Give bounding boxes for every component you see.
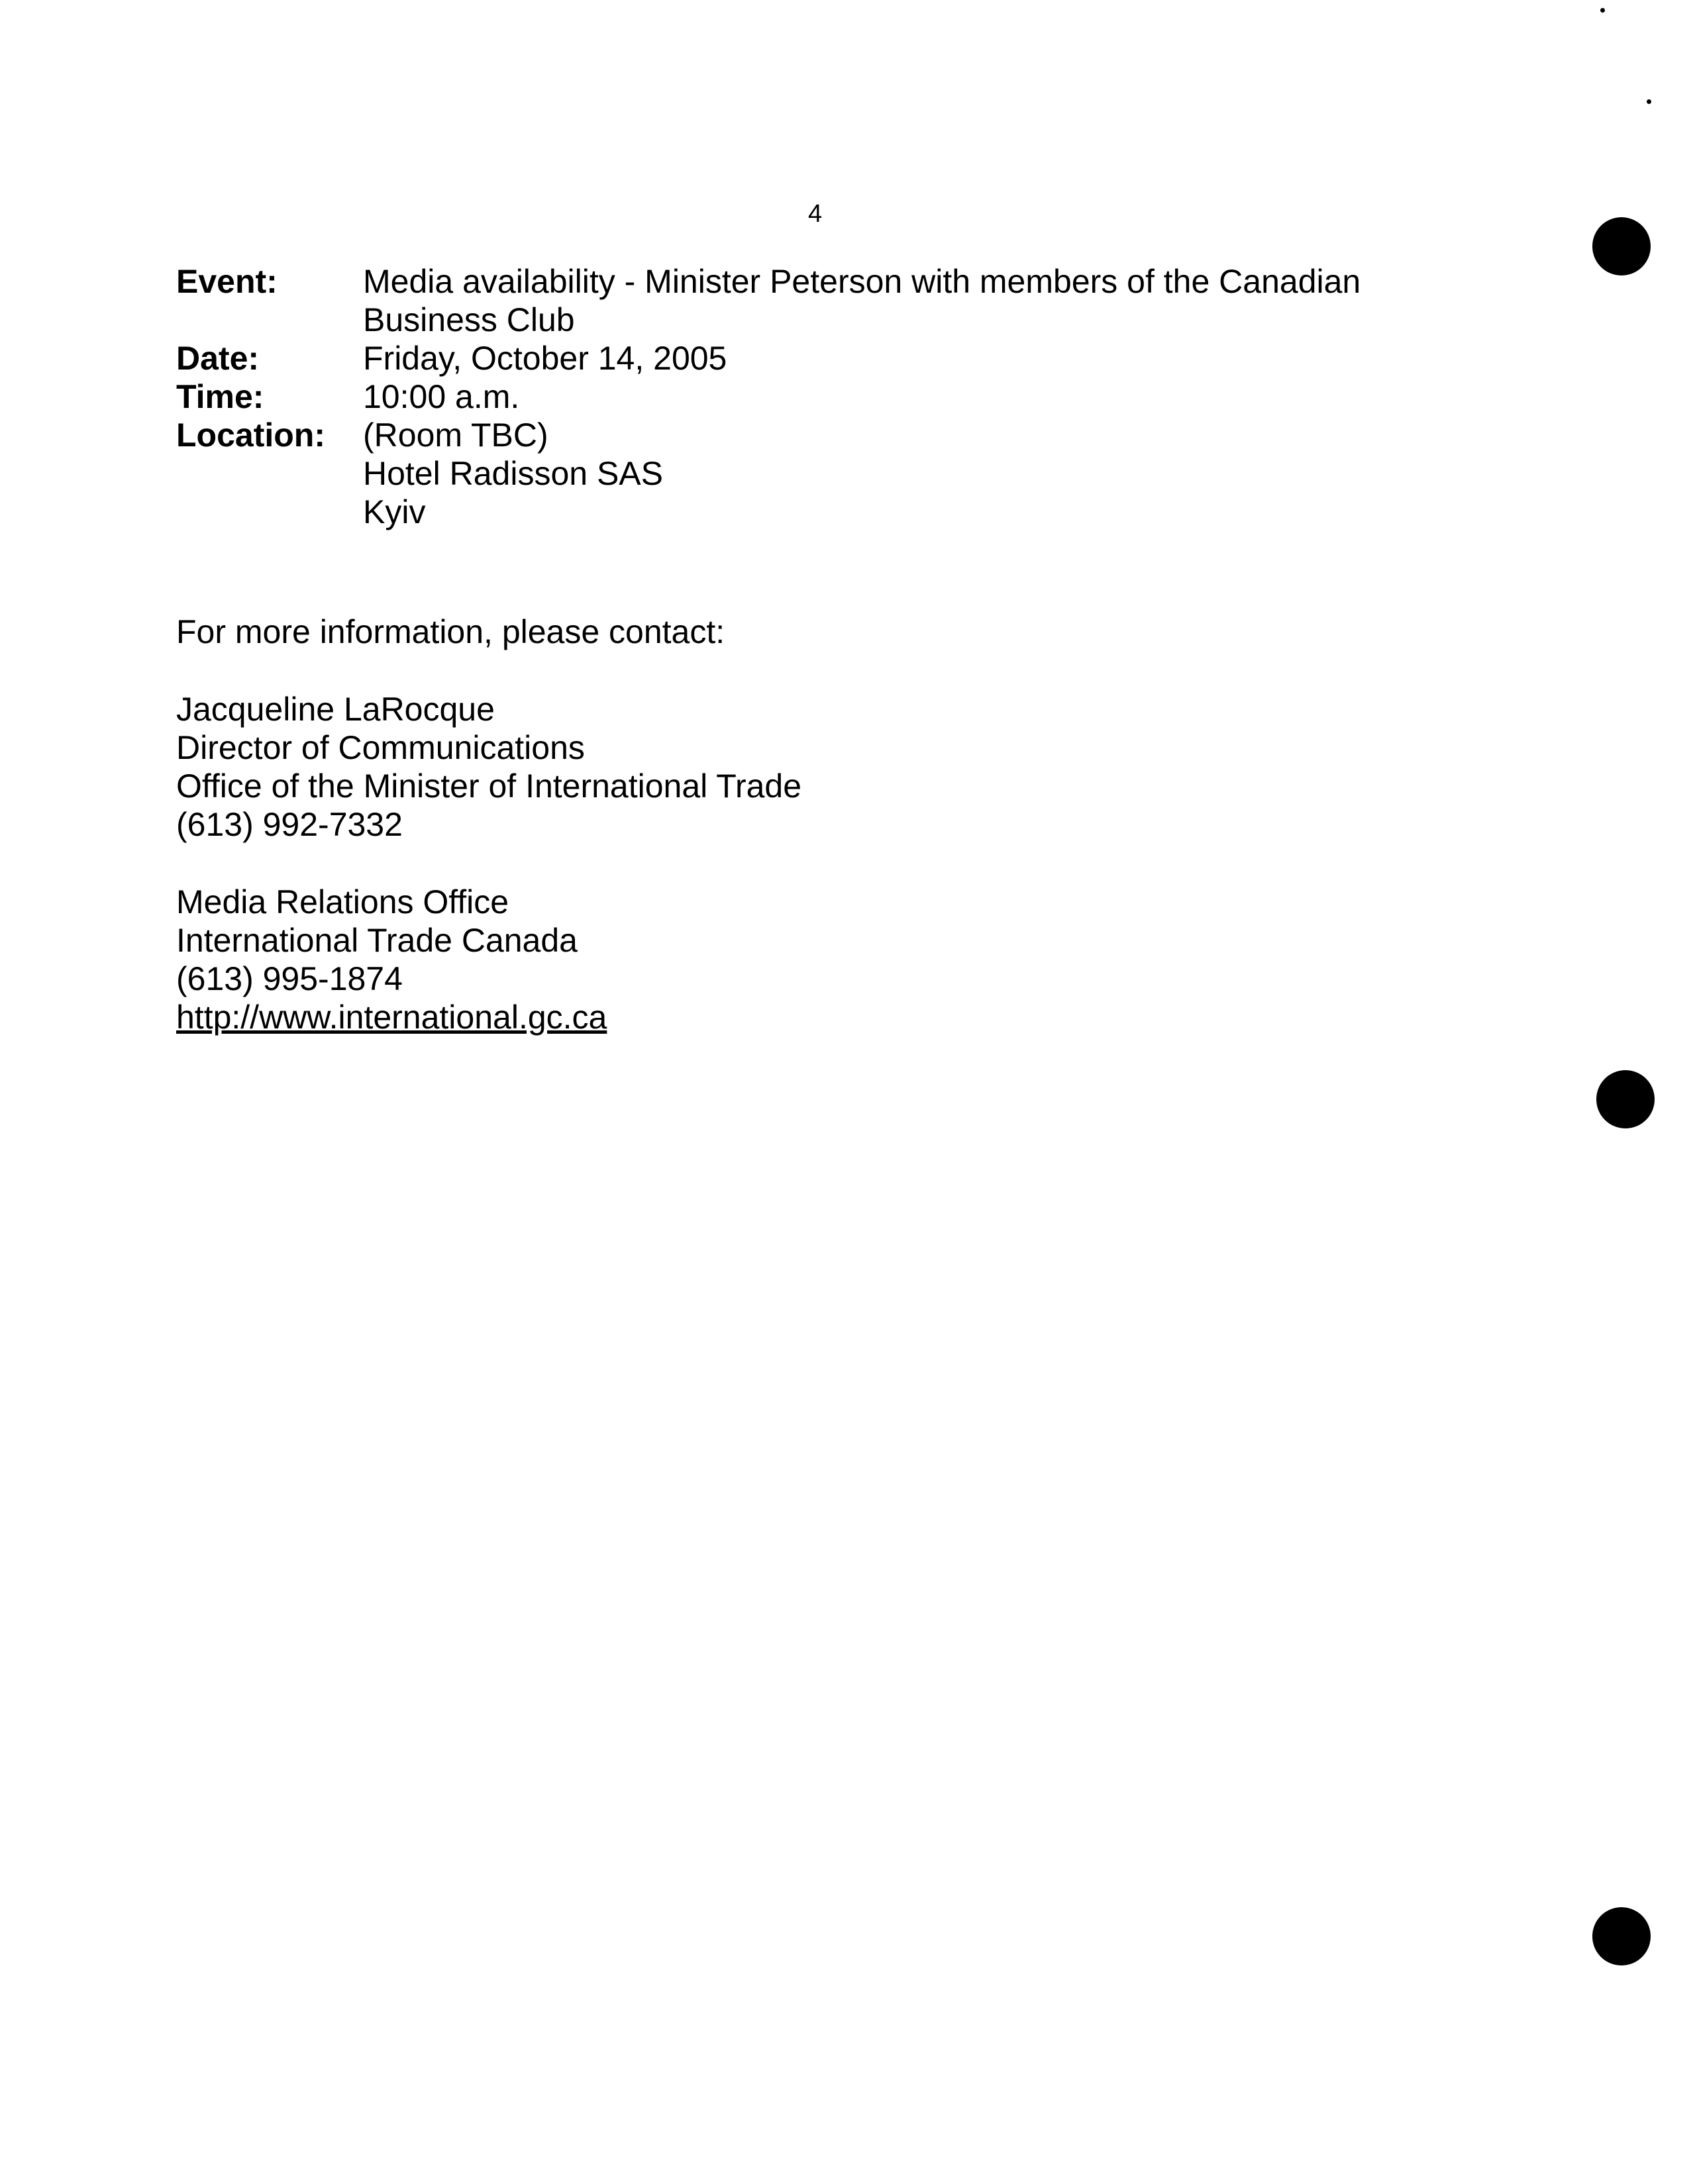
date-label: Date:: [176, 340, 260, 377]
event-row: [176, 262, 1361, 339]
location-row: [176, 416, 1361, 531]
media-phone: (613) 995-1874: [176, 960, 403, 997]
contact-office: Office of the Minister of International Trade: [176, 768, 802, 805]
time-label: Time:: [176, 378, 264, 415]
media-office: Media Relations Office: [176, 883, 509, 920]
contact-phone: (613) 992-7332: [176, 806, 403, 843]
website-link[interactable]: http://www.international.gc.ca: [176, 999, 607, 1036]
scan-speck: [1647, 99, 1651, 104]
media-relations-contact: [176, 883, 607, 1036]
contact-person: [176, 690, 801, 844]
time-value: 10:00 a.m.: [363, 378, 520, 415]
time-row: [176, 377, 1361, 416]
scan-speck: [1600, 8, 1605, 13]
punch-hole: [1592, 217, 1651, 275]
contact-title: Director of Communications: [176, 729, 585, 766]
location-value: [363, 416, 663, 531]
punch-hole: [1596, 1070, 1655, 1128]
event-line: Media availability - Minister Peterson with members of the Canadian: [363, 263, 1361, 300]
location-label: Location:: [176, 417, 325, 454]
punch-hole: [1592, 1907, 1651, 1965]
event-line: Business Club: [363, 301, 575, 338]
contact-intro: For more information, please contact:: [176, 613, 725, 650]
location-line: Kyiv: [363, 493, 426, 530]
contact-name: Jacqueline LaRocque: [176, 691, 495, 728]
event-details: [176, 262, 1361, 531]
date-row: [176, 339, 1361, 377]
location-line: (Room TBC): [363, 417, 548, 454]
page-number: 4: [808, 200, 823, 228]
event-label: Event:: [176, 263, 278, 300]
media-department: International Trade Canada: [176, 922, 578, 959]
location-line: Hotel Radisson SAS: [363, 455, 664, 492]
event-value: [363, 262, 1361, 339]
date-value: Friday, October 14, 2005: [363, 340, 727, 377]
